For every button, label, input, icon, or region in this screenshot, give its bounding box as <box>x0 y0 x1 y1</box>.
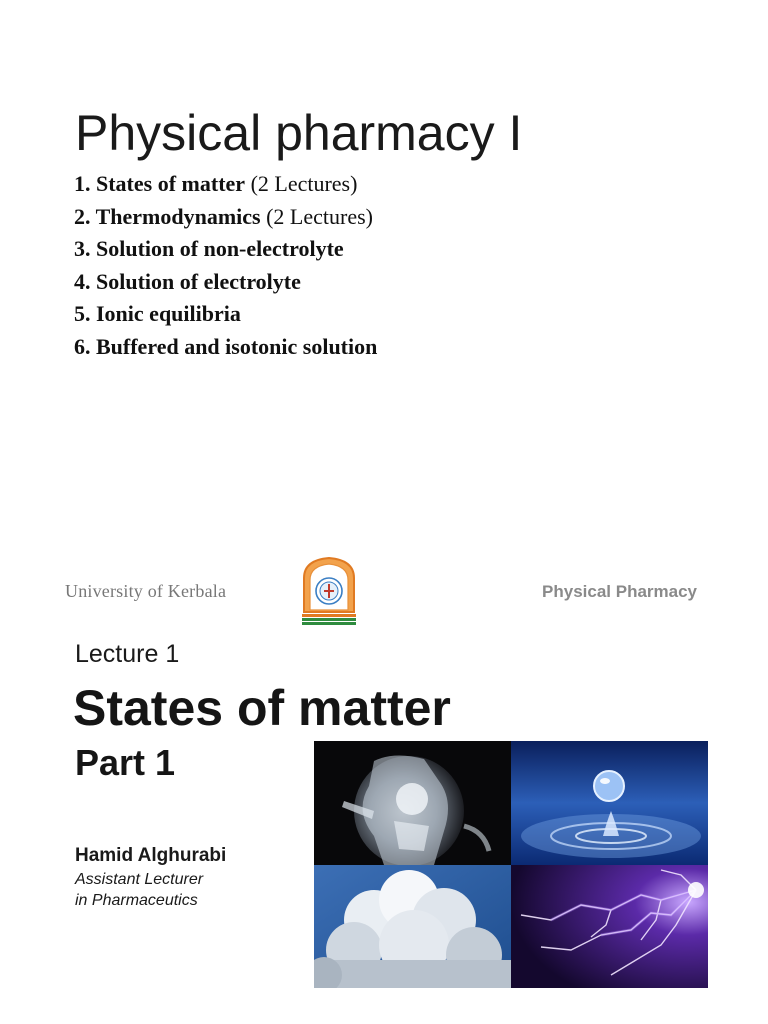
topic-name: 4. Solution of electrolyte <box>74 268 301 294</box>
topic-note: (2 Lectures) <box>260 203 373 229</box>
topic-name: 2. Thermodynamics <box>74 203 261 229</box>
topic-item <box>74 233 377 266</box>
topic-name: 3. Solution of non-electrolyte <box>74 236 344 261</box>
subject-label: Physical Pharmacy <box>542 582 697 601</box>
topic-item <box>74 201 377 234</box>
topic-item <box>74 266 377 299</box>
author-role-line: Assistant Lecturer <box>75 871 204 888</box>
lecture-part: Part 1 <box>75 742 176 783</box>
topic-note: (2 Lectures) <box>245 171 358 196</box>
topic-item <box>74 168 377 201</box>
lecture-number: Lecture 1 <box>75 640 180 668</box>
water-droplet-photo <box>511 741 708 865</box>
topic-name: 1. States of matter <box>74 171 246 196</box>
topic-list <box>74 168 377 363</box>
author-role <box>75 869 203 911</box>
topic-item <box>74 298 377 331</box>
course-title: Physical pharmacy I <box>75 105 523 161</box>
topic-name: 5. Ionic equilibria <box>74 301 241 326</box>
topic-name: 6. Buffered and isotonic solution <box>74 333 378 359</box>
plasma-lightning-photo <box>511 865 708 988</box>
lecture-title: States of matter <box>73 680 451 736</box>
ice-sculpture-photo <box>314 741 511 865</box>
states-of-matter-collage <box>314 741 708 988</box>
cloud-photo <box>314 865 511 988</box>
university-name: University of Kerbala <box>65 581 227 601</box>
author-name: Hamid Alghurabi <box>75 845 227 866</box>
topic-item <box>74 331 377 364</box>
author-role-line: in Pharmaceutics <box>75 892 198 909</box>
university-logo-icon <box>300 556 358 626</box>
